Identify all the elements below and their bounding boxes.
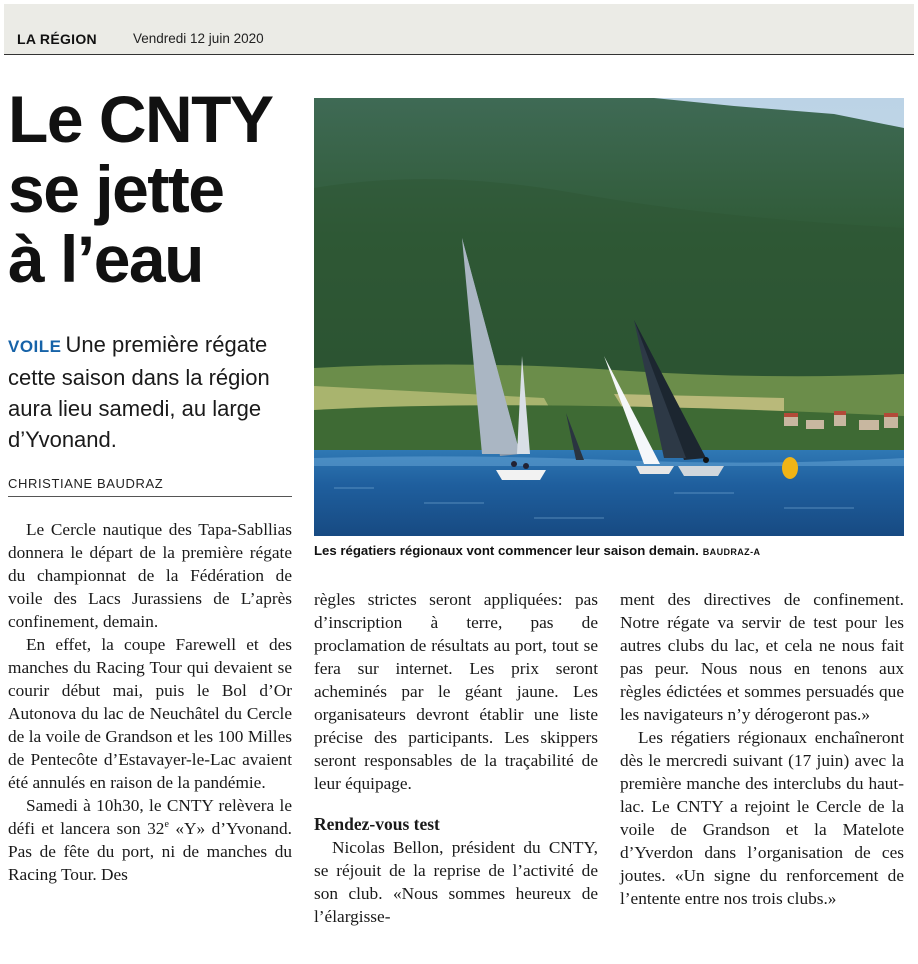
sailboats-on-lake-image xyxy=(314,98,904,536)
lead-text: Une première régate cette saison dans la région aura lieu samedi, au large d’Yvonand. xyxy=(8,332,270,452)
article-column-3 xyxy=(620,588,904,910)
page-header xyxy=(4,4,914,55)
article-paragraph: Les régatiers régionaux enchaîneront dès le mercredi suivant (17 juin) avec la première manche des interclubs du haut-lac. Le CNTY a rejoint le Cercle de la voile de Grandson et la Matelote d’Yverdon dans l’organisation de ces joutes. «Un signe du renforcement de l’entente entre nos trois clubs.» xyxy=(620,728,904,908)
paragraph-part: «Y» d’Yvonand. Pas de fête du port, ni de manches du Racing Tour. Des xyxy=(8,819,292,884)
paragraph-part: Samedi à 10h30, le CNTY relèvera le défi et lancera son 32 xyxy=(8,796,292,838)
article-column-1 xyxy=(8,518,292,886)
regatta-photo xyxy=(314,98,904,536)
headline-line: se jette xyxy=(8,152,224,226)
headline-line: à l’eau xyxy=(8,222,203,296)
headline-line: Le CNTY xyxy=(8,82,273,156)
article-paragraph-continued: ment des directives de confinement. Notre régate va servir de test pour les autres clubs du lac, et cela ne nous fait pas peur. Nous nous en tenons aux règles édictées et sommes persuadés que les navigateurs n’y dérogeront pas.» xyxy=(620,590,904,724)
section-label: LA RÉGION xyxy=(17,31,97,47)
issue-date: Vendredi 12 juin 2020 xyxy=(133,31,264,46)
author-byline: CHRISTIANE BAUDRAZ xyxy=(8,476,292,497)
article-paragraph-continued: règles strictes seront appliquées: pas d’inscription à terre, pas de proclamation de résultats au port, tout se fera sur internet. Les prix seront acheminés par le géant jaune. Les organisateurs devront établir une liste précise des participants. Les skippers seront responsables de la traçabilité de leur équipage. xyxy=(314,590,598,793)
article-paragraph: Nicolas Bellon, président du CNTY, se réjouit de la reprise de l’activité de son club. «Nous sommes heureux de l’élargisse- xyxy=(314,838,598,926)
article-paragraph: En effet, la coupe Farewell et des manches du Racing Tour qui devaient se courir début mai, puis le Bol d’Or Autonova du lac de Neuchâtel du Cercle de la voile de Grandson et les 100 Milles de Pentecôte d’Estavayer-le-Lac avaient été annulés en raison de la pandémie. xyxy=(8,635,292,792)
photo-credit: BAUDRAZ-A xyxy=(702,547,761,557)
lead-paragraph xyxy=(8,329,298,455)
kicker: VOILE xyxy=(8,337,62,356)
subheading: Rendez-vous test xyxy=(314,814,440,834)
article-paragraph: Le Cercle nautique des Tapa-Sabllias donnera le départ de la première régate du championnat de la Fédération de voile des Lacs Jurassiens de L’après confinement, demain. xyxy=(8,520,292,631)
photo-caption xyxy=(314,543,914,558)
caption-text: Les régatiers régionaux vont commencer leur saison demain. xyxy=(314,543,699,558)
article-column-2 xyxy=(314,588,598,928)
article-paragraph xyxy=(8,794,292,886)
ordinal-superscript: e xyxy=(164,819,169,831)
headline xyxy=(8,84,298,294)
